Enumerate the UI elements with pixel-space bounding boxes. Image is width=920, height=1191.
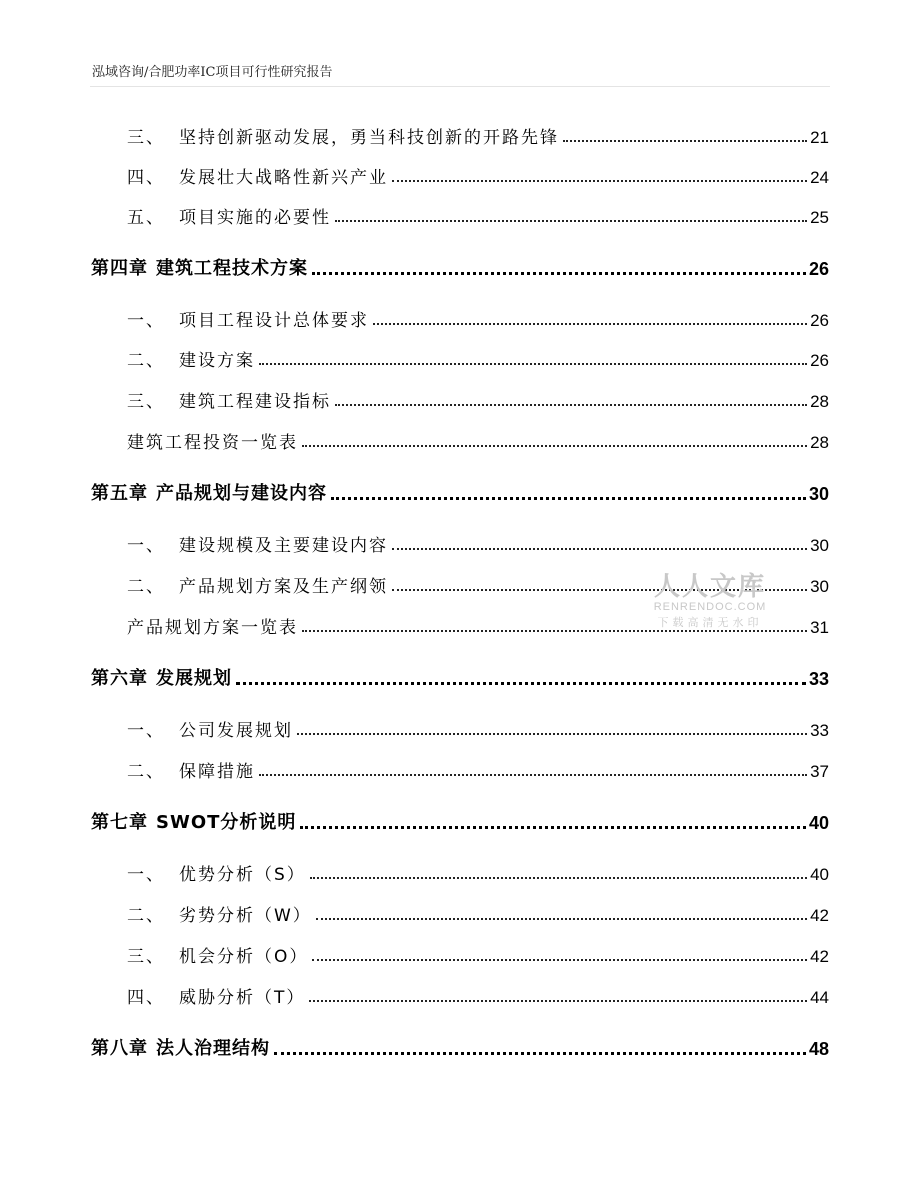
toc-section-entry[interactable] <box>127 303 829 331</box>
toc-entry-number: 一、 <box>127 721 165 741</box>
toc-dot-leader <box>335 220 807 222</box>
toc-entry-number: 三、 <box>127 392 165 412</box>
toc-page-number: 28 <box>810 433 829 452</box>
toc-page-number: 42 <box>810 906 829 925</box>
toc-page-number: 21 <box>810 128 829 147</box>
toc-entry-number: 二、 <box>127 577 165 597</box>
toc-page-number: 30 <box>810 536 829 555</box>
toc-dot-leader <box>331 497 806 500</box>
toc-entry-number: 第六章 <box>91 668 148 689</box>
toc-dot-leader <box>392 180 807 182</box>
toc-entry-title: SWOT分析说明 <box>156 812 297 833</box>
toc-section-entry[interactable] <box>127 754 829 782</box>
toc-entry-title: 劣势分析（W） <box>179 906 312 926</box>
toc-entry-title: 建设规模及主要建设内容 <box>179 536 388 556</box>
toc-entry-title: 公司发展规划 <box>179 721 293 741</box>
toc-section-entry[interactable] <box>127 384 829 412</box>
toc-entry-number: 一、 <box>127 536 165 556</box>
toc-section-entry[interactable] <box>127 980 829 1008</box>
toc-entry-number: 第七章 <box>91 812 148 833</box>
toc-entry-title: 建设方案 <box>179 351 255 371</box>
toc-chapter-entry[interactable] <box>91 477 829 505</box>
toc-section-entry[interactable] <box>127 713 829 741</box>
toc-entry-title: 威胁分析（T） <box>179 988 306 1008</box>
toc-page-number: 48 <box>808 1039 829 1059</box>
toc-page-number: 26 <box>810 311 829 330</box>
toc-dot-leader <box>373 323 807 325</box>
toc-dot-leader <box>335 404 807 406</box>
toc-section-entry[interactable] <box>127 200 829 228</box>
toc-entry-title: 保障措施 <box>179 762 255 782</box>
toc-entry-title: 产品规划与建设内容 <box>156 483 327 504</box>
toc-entry-title: 建筑工程建设指标 <box>179 392 331 412</box>
toc-dot-leader <box>563 140 807 142</box>
toc-entry-number: 一、 <box>127 865 165 885</box>
toc-page-number: 42 <box>810 947 829 966</box>
toc-entry-title: 项目实施的必要性 <box>179 208 331 228</box>
toc-entry-title: 项目工程设计总体要求 <box>179 311 369 331</box>
watermark-subtitle: 下载高清无水印 <box>657 616 763 629</box>
toc-entry-number: 三、 <box>127 128 165 148</box>
toc-entry-number: 第五章 <box>91 483 148 504</box>
toc-page-number: 30 <box>810 577 829 596</box>
toc-dot-leader <box>392 548 807 550</box>
toc-dot-leader <box>297 733 807 735</box>
toc-page-number: 33 <box>808 669 829 689</box>
toc-section-entry[interactable] <box>127 857 829 885</box>
toc-dot-leader <box>309 1000 807 1002</box>
toc-dot-leader <box>312 272 806 275</box>
toc-entry-title: 发展规划 <box>156 668 232 689</box>
toc-entry-title: 坚持创新驱动发展，勇当科技创新的开路先锋 <box>179 128 559 148</box>
toc-dot-leader <box>302 445 807 447</box>
toc-entry-title: 法人治理结构 <box>156 1038 270 1059</box>
toc-entry-title: 建筑工程技术方案 <box>156 258 308 279</box>
toc-section-entry[interactable] <box>127 160 829 188</box>
toc-section-entry[interactable] <box>127 425 829 453</box>
toc-chapter-entry[interactable] <box>91 662 829 690</box>
toc-dot-leader <box>236 682 806 685</box>
toc-entry-title: 产品规划方案及生产纲领 <box>179 577 388 597</box>
toc-section-entry[interactable] <box>127 528 829 556</box>
toc-entry-number: 第四章 <box>91 258 148 279</box>
toc-page-number: 28 <box>810 392 829 411</box>
toc-page-number: 24 <box>810 168 829 187</box>
toc-section-entry[interactable] <box>127 939 829 967</box>
toc-page-number: 26 <box>808 259 829 279</box>
toc-dot-leader <box>316 918 807 920</box>
toc-chapter-entry[interactable] <box>91 806 829 834</box>
toc-page-number: 26 <box>810 351 829 370</box>
toc-dot-leader <box>274 1052 806 1055</box>
toc-section-entry[interactable] <box>127 343 829 371</box>
toc-chapter-entry[interactable] <box>91 252 829 280</box>
toc-section-entry[interactable] <box>127 120 829 148</box>
toc-entry-number: 二、 <box>127 762 165 782</box>
toc-dot-leader <box>310 877 807 879</box>
toc-page-number: 25 <box>810 208 829 227</box>
toc-entry-title: 产品规划方案一览表 <box>127 618 298 638</box>
toc-page-number: 44 <box>810 988 829 1007</box>
toc-page-number: 40 <box>810 865 829 884</box>
toc-entry-number: 五、 <box>127 208 165 228</box>
watermark <box>640 566 780 630</box>
watermark-logo: 人人文库 <box>653 572 766 602</box>
toc-dot-leader <box>259 363 807 365</box>
toc-page-number: 37 <box>810 762 829 781</box>
toc-entry-title: 发展壮大战略性新兴产业 <box>179 168 388 188</box>
watermark-site: RENRENDOC.COM <box>653 601 767 613</box>
toc-entry-title: 优势分析（S） <box>179 865 306 885</box>
toc-page-number: 31 <box>810 618 829 637</box>
toc-entry-number: 第八章 <box>91 1038 148 1059</box>
toc-entry-number: 四、 <box>127 988 165 1008</box>
toc-entry-number: 一、 <box>127 311 165 331</box>
toc-page-number: 30 <box>808 484 829 504</box>
toc-entry-number: 四、 <box>127 168 165 188</box>
page-header: 泓域咨询/合肥功率IC项目可行性研究报告 <box>92 65 333 80</box>
toc-dot-leader <box>302 630 807 632</box>
toc-dot-leader <box>300 826 806 829</box>
toc-page-number: 33 <box>810 721 829 740</box>
toc-entry-title: 建筑工程投资一览表 <box>127 433 298 453</box>
toc-dot-leader <box>259 774 807 776</box>
toc-dot-leader <box>312 959 807 961</box>
toc-entry-number: 三、 <box>127 947 165 967</box>
toc-page-number: 40 <box>808 813 829 833</box>
toc-entry-number: 二、 <box>127 906 165 926</box>
toc-entry-number: 二、 <box>127 351 165 371</box>
toc-section-entry[interactable] <box>127 898 829 926</box>
toc-entry-title: 机会分析（O） <box>179 947 309 967</box>
toc-chapter-entry[interactable] <box>91 1032 829 1060</box>
